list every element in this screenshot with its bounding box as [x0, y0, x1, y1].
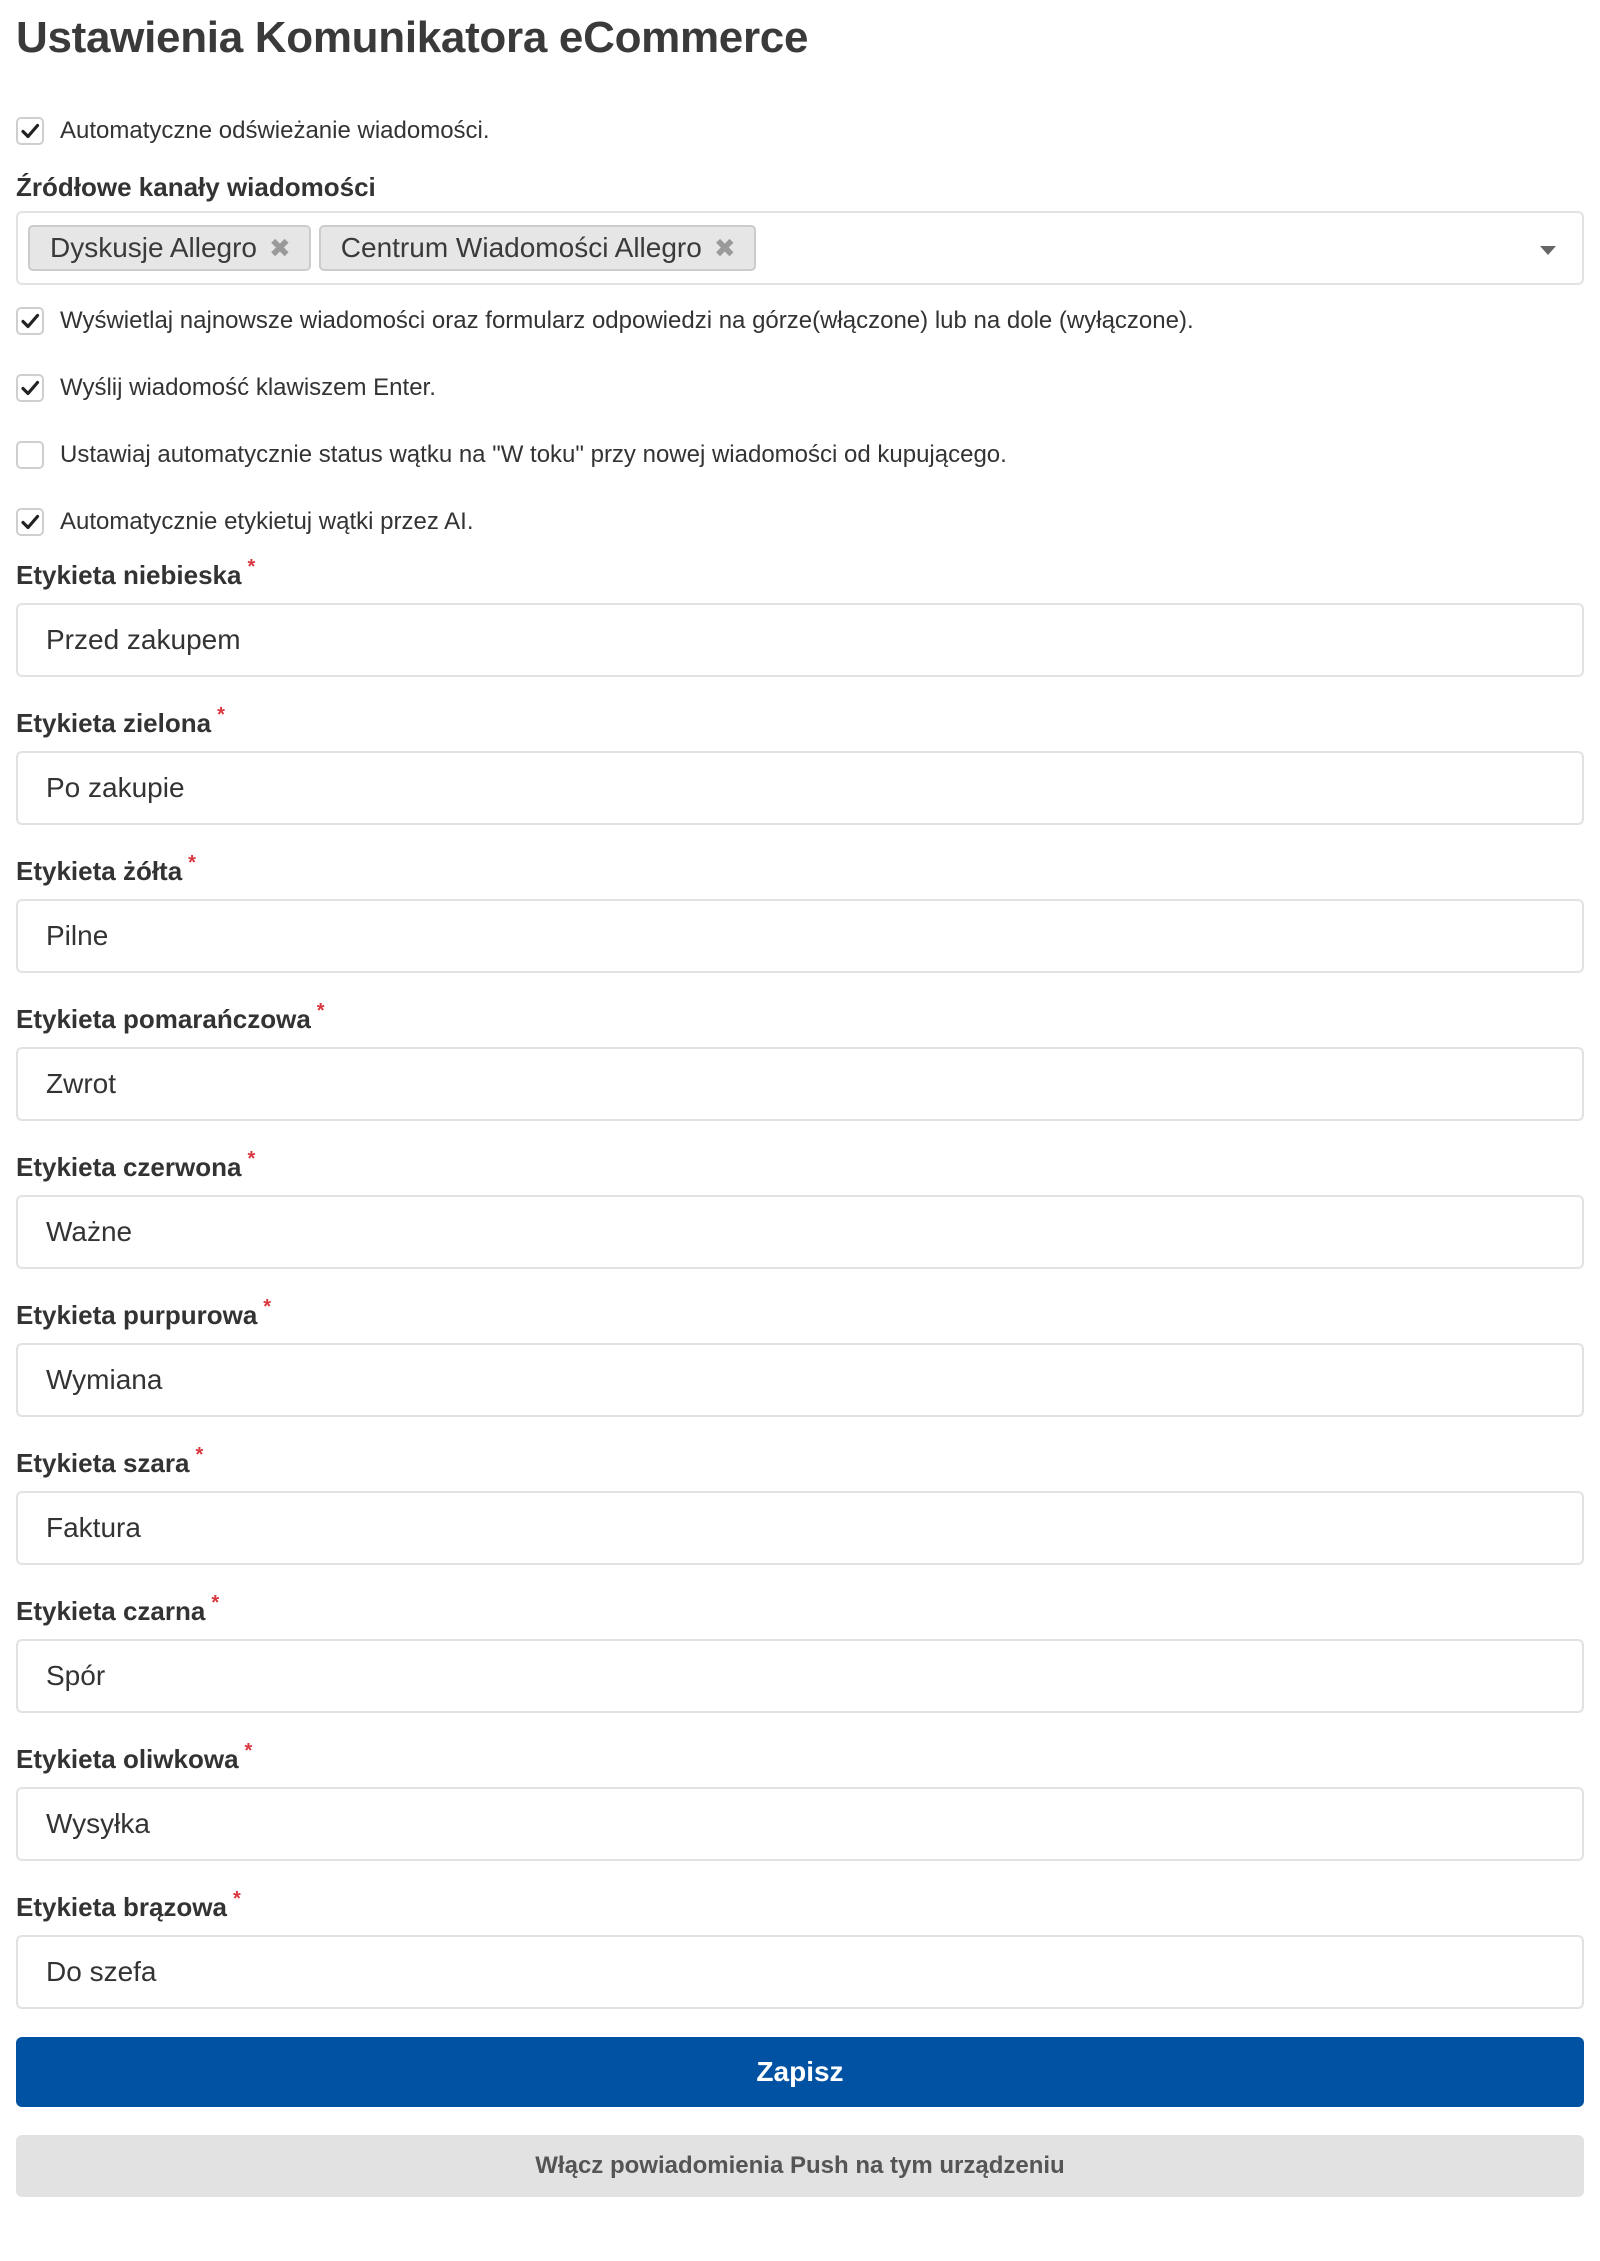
send-with-enter-checkbox[interactable]: [16, 374, 44, 402]
required-marker: *: [195, 1444, 204, 1466]
label-field-title: Etykieta czarna *: [16, 1592, 220, 1626]
ai-labels-option[interactable]: [16, 502, 1584, 542]
label-field-group: [16, 1888, 1584, 2009]
auto-status-label: Ustawiaj automatycznie status wątku na "W toku" przy nowej wiadomości od kupującego.: [60, 441, 1007, 468]
ai-labels-label: Automatycznie etykietuj wątki przez AI.: [60, 508, 474, 535]
label-field-title: Etykieta brązowa *: [16, 1888, 241, 1922]
label-field-title: Etykieta pomarańczowa *: [16, 1000, 325, 1034]
auto-refresh-label: Automatyczne odświeżanie wiadomości.: [60, 117, 490, 144]
label-field-group: [16, 1296, 1584, 1417]
auto-refresh-option[interactable]: [16, 111, 1584, 151]
label-field-group: [16, 1592, 1584, 1713]
label-field-group: [16, 852, 1584, 973]
remove-icon[interactable]: ✖: [713, 233, 736, 263]
label-field-title: Etykieta niebieska *: [16, 556, 256, 590]
label-field-group: [16, 1000, 1584, 1121]
label-red-input[interactable]: [16, 1195, 1584, 1269]
newest-on-top-checkbox[interactable]: [16, 307, 44, 335]
label-field-title: Etykieta oliwkowa *: [16, 1740, 253, 1774]
label-field-title: Etykieta purpurowa *: [16, 1296, 272, 1330]
send-with-enter-label: Wyślij wiadomość klawiszem Enter.: [60, 374, 436, 401]
label-field-group: [16, 704, 1584, 825]
auto-status-option[interactable]: [16, 435, 1584, 475]
label-purple-input[interactable]: [16, 1343, 1584, 1417]
label-yellow-input[interactable]: [16, 899, 1584, 973]
label-field-group: [16, 1148, 1584, 1269]
label-field-group: [16, 556, 1584, 677]
required-marker: *: [247, 556, 256, 578]
channels-label: Źródłowe kanały wiadomości: [16, 172, 376, 202]
label-field-title: Etykieta żółta *: [16, 852, 196, 886]
enable-push-button[interactable]: Włącz powiadomienia Push na tym urządzeniu: [16, 2135, 1584, 2197]
save-button[interactable]: Zapisz: [16, 2037, 1584, 2107]
checkmark-icon: [20, 311, 40, 331]
label-field-title: Etykieta czerwona *: [16, 1148, 256, 1182]
channel-chip-label: Dyskusje Allegro: [50, 232, 257, 263]
label-orange-input[interactable]: [16, 1047, 1584, 1121]
label-black-input[interactable]: [16, 1639, 1584, 1713]
required-marker: *: [188, 852, 196, 874]
label-olive-input[interactable]: [16, 1787, 1584, 1861]
label-blue-input[interactable]: [16, 603, 1584, 677]
checkmark-icon: [20, 121, 40, 141]
label-brown-input[interactable]: [16, 1935, 1584, 2009]
checkmark-icon: [20, 378, 40, 398]
required-marker: *: [247, 1148, 256, 1170]
channel-chip: [28, 225, 311, 271]
channel-chip: [319, 225, 756, 271]
label-gray-input[interactable]: [16, 1491, 1584, 1565]
label-green-input[interactable]: [16, 751, 1584, 825]
newest-on-top-option[interactable]: [16, 301, 1584, 341]
label-field-group: [16, 1444, 1584, 1565]
send-with-enter-option[interactable]: [16, 368, 1584, 408]
newest-on-top-label: Wyświetlaj najnowsze wiadomości oraz formularz odpowiedzi na górze(włączone) lub na dole (wyłączone).: [60, 307, 1194, 334]
channel-chip-label: Centrum Wiadomości Allegro: [340, 232, 702, 263]
required-marker: *: [211, 1592, 220, 1614]
required-marker: *: [217, 704, 225, 726]
checkmark-icon: [20, 512, 40, 532]
required-marker: *: [244, 1740, 253, 1762]
required-marker: *: [263, 1296, 272, 1318]
channels-multiselect[interactable]: [16, 211, 1584, 285]
ai-labels-checkbox[interactable]: [16, 508, 44, 536]
label-field-title: Etykieta zielona *: [16, 704, 225, 738]
required-marker: *: [316, 1000, 325, 1022]
page-title: Ustawienia Komunikatora eCommerce: [16, 13, 809, 62]
auto-status-checkbox[interactable]: [16, 441, 44, 469]
auto-refresh-checkbox[interactable]: [16, 117, 44, 145]
label-field-group: [16, 1740, 1584, 1861]
caret-down-icon[interactable]: [1540, 246, 1556, 255]
required-marker: *: [232, 1888, 241, 1910]
label-field-title: Etykieta szara *: [16, 1444, 204, 1478]
remove-icon[interactable]: ✖: [268, 233, 291, 263]
